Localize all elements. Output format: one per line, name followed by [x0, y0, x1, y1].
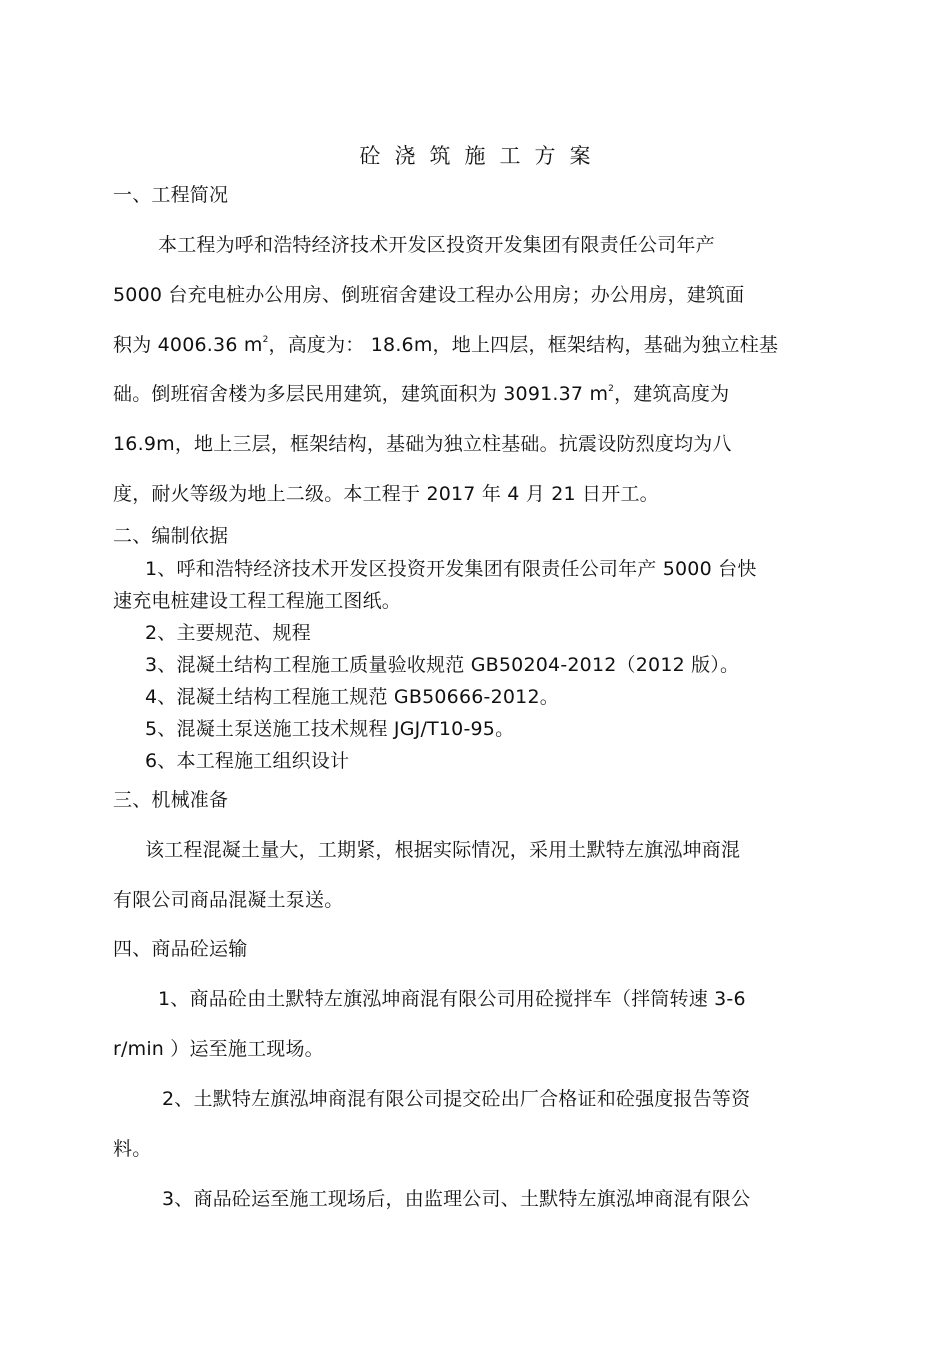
list-item: 2、土默特左旗泓坤商混有限公司提交砼出厂合格证和砼强度报告等资 — [162, 1088, 751, 1110]
list-item: 2、主要规范、规程 — [145, 622, 311, 644]
section-heading-3: 三、机械准备 — [113, 789, 229, 811]
list-item: 1、呼和浩特经济技术开发区投资开发集团有限责任公司年产 5000 台快 — [145, 558, 757, 580]
superscript: 2 — [608, 384, 615, 394]
paragraph-line: 该工程混凝土量大，工期紧，根据实际情况，采用土默特左旗泓坤商混 — [145, 839, 741, 861]
paragraph-text: ，高度为： 18.6m，地上四层，框架结构，基础为独立柱基 — [268, 334, 779, 356]
paragraph-line: 有限公司商品混凝土泵送。 — [113, 889, 344, 911]
list-item: 4、混凝土结构工程施工规范 GB50666-2012。 — [145, 686, 559, 708]
paragraph-text: ，建筑高度为 — [614, 383, 730, 405]
paragraph-line: 5000 台充电桩办公用房、倒班宿舍建设工程办公用房；办公用房，建筑面 — [113, 284, 745, 306]
paragraph-text: 积为 4006.36 m — [113, 334, 263, 356]
list-item: 3、商品砼运至施工现场后，由监理公司、土默特左旗泓坤商混有限公 — [162, 1188, 751, 1210]
list-item-continuation: 速充电桩建设工程工程施工图纸。 — [113, 590, 402, 612]
paragraph-line — [113, 382, 729, 406]
list-item: 5、混凝土泵送施工技术规程 JGJ/T10-95。 — [145, 718, 515, 740]
page-title: 砼浇筑施工方案 — [359, 144, 605, 168]
list-item: 1、商品砼由土默特左旗泓坤商混有限公司用砼搅拌车（拌筒转速 3-6 — [158, 988, 746, 1010]
superscript: 2 — [262, 335, 269, 345]
list-item-continuation: r/min ）运至施工现场。 — [113, 1038, 324, 1060]
list-item-continuation: 料。 — [113, 1138, 152, 1160]
section-heading-4: 四、商品砼运输 — [113, 938, 248, 960]
paragraph-line: 本工程为呼和浩特经济技术开发区投资开发集团有限责任公司年产 — [158, 234, 715, 256]
paragraph-line: 16.9m，地上三层，框架结构，基础为独立柱基础。抗震设防烈度均为八 — [113, 433, 732, 455]
section-heading-1: 一、工程简况 — [113, 184, 229, 206]
paragraph-text: 础。倒班宿舍楼为多层民用建筑，建筑面积为 3091.37 m — [113, 383, 609, 405]
section-heading-2: 二、编制依据 — [113, 525, 229, 547]
list-item: 3、混凝土结构工程施工质量验收规范 GB50204-2012（2012 版）。 — [145, 654, 740, 676]
list-item: 6、本工程施工组织设计 — [145, 750, 350, 772]
paragraph-line: 度，耐火等级为地上二级。本工程于 2017 年 4 月 21 日开工。 — [113, 483, 659, 505]
paragraph-line — [113, 333, 778, 357]
